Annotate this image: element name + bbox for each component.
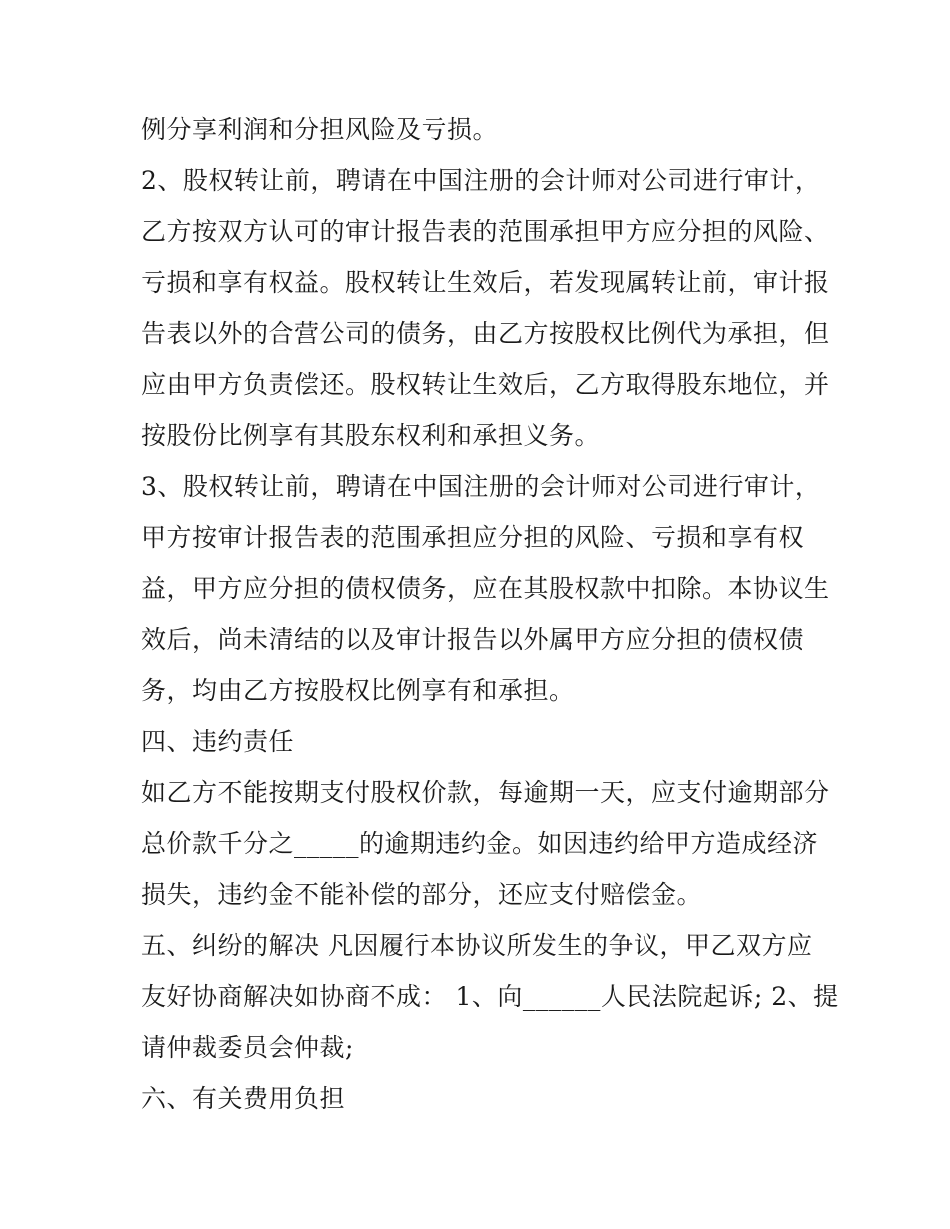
text-line: 3、股权转让前，聘请在中国注册的会计师对公司进行审计， <box>141 472 821 501</box>
text-line: 损失，违约金不能补偿的部分，还应支付赔偿金。 <box>141 880 703 909</box>
text-line: 友好协商解决如协商不成： 1、向______人民法院起诉; 2、提 <box>141 982 839 1011</box>
text-line: 甲方按审计报告表的范围承担应分担的风险、亏损和享有权 <box>141 523 805 552</box>
text-line: 应由甲方负责偿还。股权转让生效后，乙方取得股东地位，并 <box>141 370 830 399</box>
text-line: 按股份比例享有其股东权利和承担义务。 <box>141 421 601 450</box>
text-line: 如乙方不能按期支付股权价款，每逾期一天，应支付逾期部分 <box>141 778 830 807</box>
text-line: 务，均由乙方按股权比例享有和承担。 <box>141 676 575 705</box>
section-heading: 四、违约责任 <box>141 727 295 756</box>
text-line: 2、股权转让前，聘请在中国注册的会计师对公司进行审计， <box>141 166 821 195</box>
text-line: 乙方按双方认可的审计报告表的范围承担甲方应分担的风险、 <box>141 217 830 246</box>
text-line: 亏损和享有权益。股权转让生效后，若发现属转让前，审计报 <box>141 268 830 297</box>
text-line: 例分享利润和分担风险及亏损。 <box>141 115 499 144</box>
document-body <box>141 104 839 1124</box>
text-line: 益，甲方应分担的债权债务，应在其股权款中扣除。本协议生 <box>141 574 830 603</box>
text-line: 请仲裁委员会仲裁; <box>141 1033 354 1062</box>
text-line: 五、纠纷的解决 凡因履行本协议所发生的争议，甲乙双方应 <box>141 931 813 960</box>
text-line: 效后，尚未清结的以及审计报告以外属甲方应分担的债权债 <box>141 625 805 654</box>
text-line: 总价款千分之_____的逾期违约金。如因违约给甲方造成经济 <box>141 829 819 858</box>
text-line: 告表以外的合营公司的债务，由乙方按股权比例代为承担，但 <box>141 319 830 348</box>
section-heading: 六、有关费用负担 <box>141 1084 346 1113</box>
